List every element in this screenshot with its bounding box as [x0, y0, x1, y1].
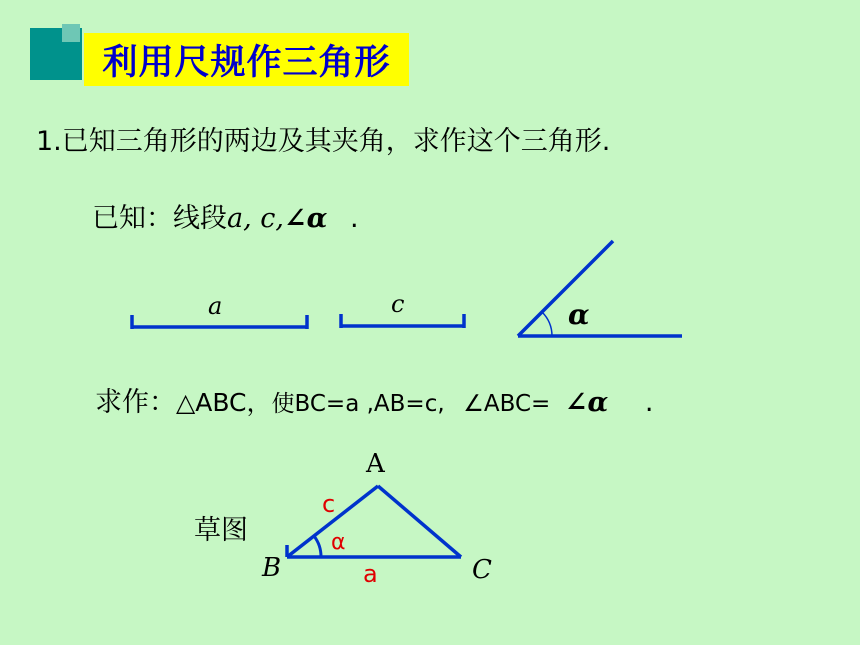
construct-period: .	[644, 387, 654, 418]
sketch-label: 草图	[194, 515, 248, 546]
sketch-triangle	[287, 486, 461, 557]
vertex-c-label: C	[472, 555, 492, 585]
given-prefix: 已知：线段	[92, 203, 227, 234]
vertex-a-label: A	[366, 449, 385, 479]
side-a-label: a	[363, 560, 378, 588]
construct-line	[95, 380, 654, 419]
given-angle: ∠α	[283, 203, 328, 234]
construct-cond1: 使BC=a ,AB=c,	[271, 391, 445, 417]
side-c-label: c	[322, 490, 336, 518]
given-angle-figure	[518, 241, 682, 336]
angle-alpha-label: α	[331, 530, 346, 555]
vertex-b-label: B	[262, 553, 282, 583]
construct-prefix: 求作：	[95, 387, 176, 418]
angle-label: α	[568, 298, 590, 331]
segment-c-label: c	[391, 290, 405, 318]
segment-a-label: a	[208, 292, 223, 320]
construct-triangle: △ABC，	[176, 388, 272, 417]
construct-angle: ∠α	[564, 387, 609, 418]
construct-cond2: ∠ABC=	[463, 391, 551, 417]
given-vars: a, c,	[227, 203, 284, 234]
page-title: 利用尺规作三角形	[84, 33, 409, 86]
given-period: .	[349, 203, 359, 234]
problem-statement: 1.已知三角形的两边及其夹角，求作这个三角形.	[36, 126, 611, 157]
